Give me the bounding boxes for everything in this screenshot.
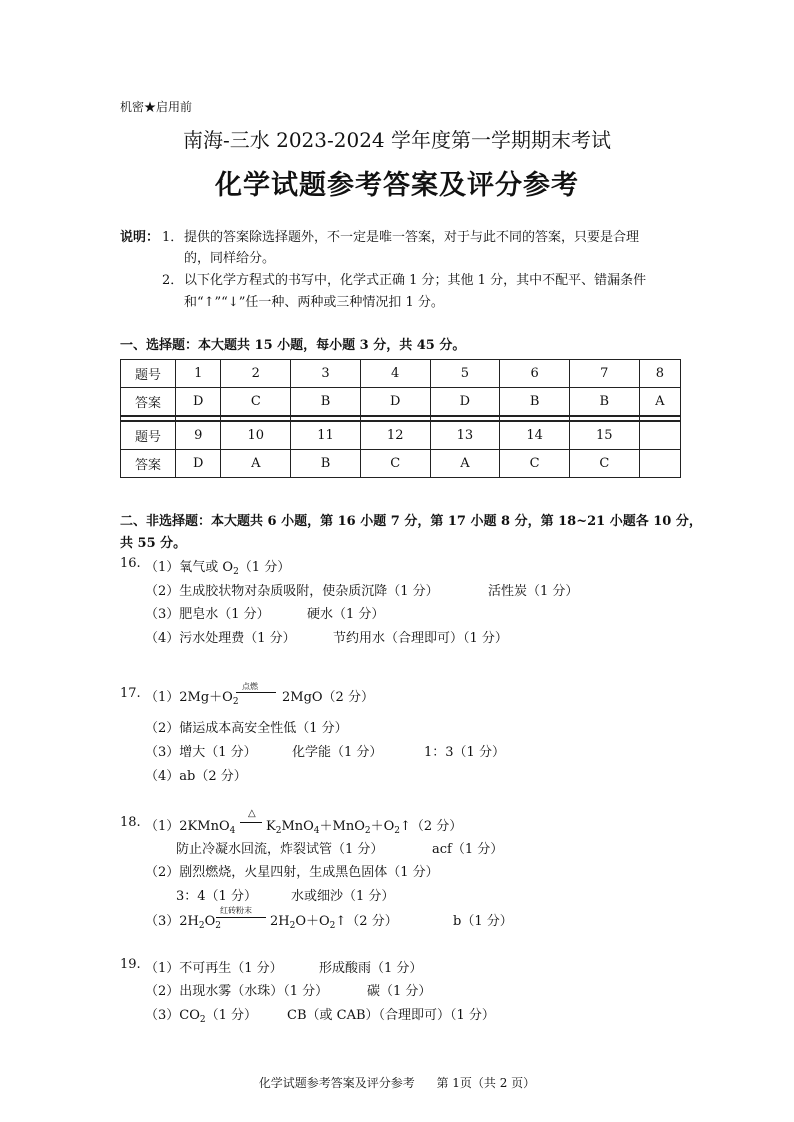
question-number-row xyxy=(121,421,681,450)
q18-part-2-line-2-a: 3：4（1 分） xyxy=(176,889,257,904)
q17-part-3-answer-a: （3）增大（1 分） xyxy=(145,745,257,760)
question-number-row xyxy=(121,360,681,388)
table-cell: 1 xyxy=(176,360,221,388)
classification-label: 机密★启用前 xyxy=(120,100,193,114)
q17-part-1-product: 2MgO（2 分） xyxy=(282,690,374,705)
notes-label: 说明： xyxy=(120,230,160,245)
table-cell: 12 xyxy=(360,421,430,450)
q17-part-4: （4）ab（2 分） xyxy=(145,769,247,784)
answer-row xyxy=(121,388,681,417)
q18-part-1-line-2-a: 防止冷凝水回流，炸裂试管（1 分） xyxy=(176,842,384,857)
section-2-heading-line-2: 共 55 分。 xyxy=(120,536,187,551)
row-label: 题号 xyxy=(121,360,176,388)
q18-part-3-products: $2H_2O+O_2↑(2$ 分） xyxy=(270,914,398,931)
q16-part-3-answer-a: （3）肥皂水（1 分） xyxy=(145,607,270,622)
table-cell: 13 xyxy=(430,421,500,450)
table-cell: C xyxy=(569,450,639,478)
reaction-arrow xyxy=(240,822,262,823)
table-cell: 15 xyxy=(569,421,639,450)
row-label: 答案 xyxy=(121,388,176,417)
table-cell: 5 xyxy=(430,360,500,388)
notes-item-1-line-2: 的，同样给分。 xyxy=(184,251,276,266)
q18-part-3-reactant: $(3)2H_2O_2$ xyxy=(145,914,222,931)
reaction-arrow xyxy=(216,917,266,918)
q17-part-3-answer-b: 化学能（1 分） xyxy=(292,745,383,760)
q16-part-3-answer-b: 硬水（1 分） xyxy=(307,607,385,622)
question-number: 19. xyxy=(120,957,141,972)
q18-part-1-products: $K_2MnO_4+MnO_2+O_2↑(2$ 分） xyxy=(266,819,463,836)
table-cell: B xyxy=(291,388,361,417)
notes-item-1-line-1: 提供的答案除选择题外，不一定是唯一答案，对于与此不同的答案，只要是合理 xyxy=(184,230,640,245)
q18-part-1-line-2-b: acf（1 分） xyxy=(432,842,504,857)
q19-part-2-answer-a: （2）出现水雾（水珠）（1 分） xyxy=(145,984,329,999)
table-cell: B xyxy=(291,450,361,478)
q18-part-3-answer-b: b（1 分） xyxy=(453,914,513,929)
answer-table xyxy=(120,359,681,478)
notes-item-2-line-2: 和“↑”“↓”任一种、两种或三种情况扣 1 分。 xyxy=(184,295,444,310)
section-1-heading: 一、选择题：本大题共 15 小题，每小题 3 分，共 45 分。 xyxy=(120,338,466,353)
question-number: 17. xyxy=(120,686,141,701)
q19-part-1-answer-b: 形成酸雨（1 分） xyxy=(319,961,423,976)
page-number: 第 1页（共 2 页） xyxy=(436,1076,536,1090)
table-cell: 9 xyxy=(176,421,221,450)
table-cell: B xyxy=(500,388,570,417)
table-cell: D xyxy=(176,388,221,417)
table-cell: 11 xyxy=(291,421,361,450)
question-number: 16. xyxy=(120,556,141,571)
q18-part-1-reactant: （1）2KMnO$_4$ xyxy=(145,819,236,836)
q19-part-3-answer-b: CB（或 CAB）（合理即可）（1 分） xyxy=(287,1008,495,1023)
table-cell: 2 xyxy=(221,360,291,388)
q16-part-1: （1）氧气或 $O_2(1$ 分） xyxy=(145,560,291,577)
section-2-heading-line-1: 二、非选择题：本大题共 6 小题，第 16 小题 7 分，第 17 小题 8 分，第 18~21 小题各 10 分， xyxy=(120,514,702,529)
q19-part-2-answer-b: 碳（1 分） xyxy=(367,984,432,999)
q16-part-2-answer-b: 活性炭（1 分） xyxy=(488,584,579,599)
row-label: 答案 xyxy=(121,450,176,478)
q17-part-3-answer-c: 1：3（1 分） xyxy=(424,745,505,760)
table-cell: 3 xyxy=(291,360,361,388)
reaction-condition: △ xyxy=(248,808,256,819)
reaction-condition: 红砖粉末 xyxy=(220,906,252,915)
q19-part-3-answer-a: $(3)CO_2(1$ 分） xyxy=(145,1008,258,1025)
question-number: 18. xyxy=(120,815,141,830)
notes-item-1-number: 1． xyxy=(162,230,184,245)
q17-part-2: （2）储运成本高安全性低（1 分） xyxy=(145,721,348,736)
q16-part-4-answer-a: （4）污水处理费（1 分） xyxy=(145,631,296,646)
table-cell: D xyxy=(430,388,500,417)
q18-part-2-line-2-b: 水或细沙（1 分） xyxy=(291,889,395,904)
table-cell: D xyxy=(176,450,221,478)
reaction-condition: 点燃 xyxy=(242,682,258,691)
table-cell: B xyxy=(569,388,639,417)
table-cell: 14 xyxy=(500,421,570,450)
notes-item-2-number: 2． xyxy=(162,273,184,288)
answer-row xyxy=(121,450,681,478)
table-cell: A xyxy=(221,450,291,478)
row-label: 题号 xyxy=(121,421,176,450)
table-cell xyxy=(639,421,680,450)
footer-title: 化学试题参考答案及评分参考 xyxy=(258,1076,415,1090)
q17-part-1-reactants: $(1)2Mg+O_2$ xyxy=(145,690,239,707)
q16-part-2-answer-a: （2）生成胶状物对杂质吸附，使杂质沉降（1 分） xyxy=(145,584,439,599)
table-cell: A xyxy=(639,388,680,417)
table-cell: 6 xyxy=(500,360,570,388)
table-cell: 4 xyxy=(360,360,430,388)
table-cell: C xyxy=(221,388,291,417)
q19-part-1-answer-a: （1）不可再生（1 分） xyxy=(145,961,283,976)
table-cell xyxy=(639,450,680,478)
page-footer xyxy=(0,1074,794,1091)
table-cell: 8 xyxy=(639,360,680,388)
table-cell: C xyxy=(500,450,570,478)
q18-part-2: （2）剧烈燃烧，火星四射，生成黑色固体（1 分） xyxy=(145,865,439,880)
q16-part-4-answer-b: 节约用水（合理即可）（1 分） xyxy=(333,631,508,646)
notes-item-2-line-1: 以下化学方程式的书写中，化学式正确 1 分；其他 1 分，其中不配平、错漏条件 xyxy=(184,273,647,288)
exam-title: 南海-三水 2023-2024 学年度第一学期期末考试 xyxy=(182,128,612,152)
table-cell: C xyxy=(360,450,430,478)
table-cell: A xyxy=(430,450,500,478)
table-cell: D xyxy=(360,388,430,417)
reaction-arrow xyxy=(236,692,276,693)
document-title: 化学试题参考答案及评分参考 xyxy=(215,170,579,201)
table-cell: 10 xyxy=(221,421,291,450)
table-cell: 7 xyxy=(569,360,639,388)
